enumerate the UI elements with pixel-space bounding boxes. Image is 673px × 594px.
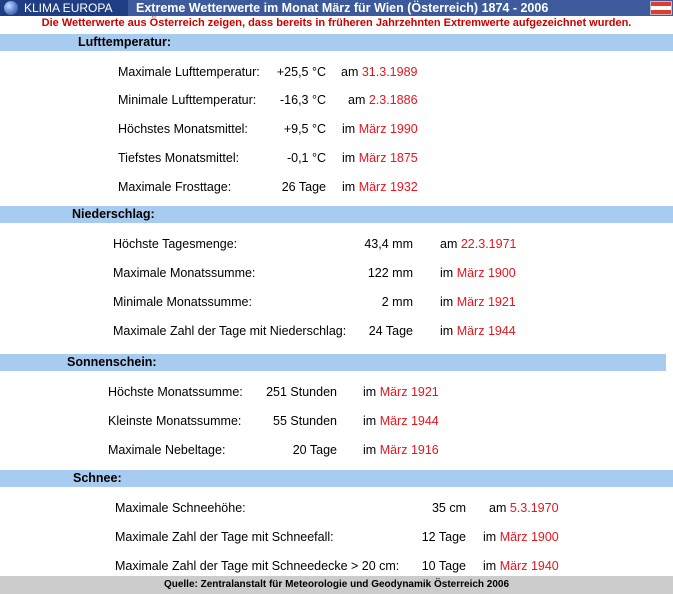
row-value: 43,4 mm — [364, 237, 413, 251]
row-label: Minimale Lufttemperatur: — [118, 93, 257, 107]
row-value: 26 Tage — [281, 180, 326, 194]
row-label: Tiefstes Monatsmittel: — [118, 151, 240, 165]
row-label: Maximale Schneehöhe: — [115, 501, 246, 515]
row-value: 12 Tage — [421, 530, 466, 544]
row-date: am 22.3.1971 — [440, 237, 517, 251]
row-label: Maximale Monatssumme: — [113, 266, 256, 280]
page-subtitle: Die Wetterwerte aus Österreich zeigen, dass bereits in früheren Jahrzehnten Extremwerte aufgezeichnet wurden. — [41, 17, 632, 29]
row-value: -16,3 °C — [280, 93, 326, 107]
section-header-sonnenschein — [0, 354, 666, 371]
section-header-schnee — [0, 470, 673, 487]
austria-flag-icon — [650, 1, 672, 15]
section-header-lufttemperatur — [0, 34, 673, 51]
globe-icon — [4, 1, 18, 15]
section-title: Lufttemperatur: — [78, 35, 172, 49]
row-date: im März 1944 — [440, 324, 516, 338]
row-date: am 5.3.1970 — [489, 501, 559, 515]
row-label: Maximale Zahl der Tage mit Schneefall: — [115, 530, 334, 544]
logo-text: KLIMA EUROPA — [24, 1, 113, 15]
row-date: im März 1940 — [483, 559, 559, 573]
row-value: 251 Stunden — [266, 385, 337, 399]
row-label: Maximale Nebeltage: — [108, 443, 226, 457]
row-date: im März 1944 — [363, 414, 439, 428]
row-date: im März 1875 — [342, 151, 418, 165]
source-footer: Quelle: Zentralanstalt für Meteorologie und Geodynamik Österreich 2006 — [0, 576, 673, 594]
row-date: am 2.3.1886 — [348, 93, 418, 107]
row-date: im März 1900 — [483, 530, 559, 544]
section-header-niederschlag — [0, 206, 673, 223]
row-value: 55 Stunden — [273, 414, 337, 428]
section-title: Niederschlag: — [72, 207, 155, 221]
row-label: Maximale Frosttage: — [118, 180, 232, 194]
row-value: 2 mm — [381, 295, 413, 309]
row-label: Höchste Tagesmenge: — [113, 237, 238, 251]
row-label: Maximale Lufttemperatur: — [118, 65, 260, 79]
row-value: 24 Tage — [368, 324, 413, 338]
section-title: Sonnenschein: — [67, 355, 157, 369]
page-title: Extreme Wetterwerte im Monat März für Wien (Österreich) 1874 - 2006 — [136, 1, 549, 15]
row-date: im März 1921 — [440, 295, 516, 309]
logo — [0, 0, 128, 16]
row-date: im März 1932 — [342, 180, 418, 194]
row-value: -0,1 °C — [286, 151, 326, 165]
row-date: im März 1990 — [342, 122, 418, 136]
row-label: Maximale Zahl der Tage mit Niederschlag: — [113, 324, 347, 338]
row-date: im März 1921 — [363, 385, 439, 399]
row-value: 35 cm — [431, 501, 466, 515]
row-label: Höchstes Monatsmittel: — [118, 122, 248, 136]
row-label: Kleinste Monatssumme: — [108, 414, 242, 428]
header-bar — [0, 0, 673, 16]
row-value: 20 Tage — [292, 443, 337, 457]
row-label: Maximale Zahl der Tage mit Schneedecke > 20 cm: — [115, 559, 400, 573]
row-label: Minimale Monatssumme: — [113, 295, 252, 309]
row-label: Höchste Monatssumme: — [108, 385, 243, 399]
row-date: im März 1916 — [363, 443, 439, 457]
row-value: +25,5 °C — [276, 65, 326, 79]
section-title: Schnee: — [73, 471, 122, 485]
row-value: +9,5 °C — [283, 122, 326, 136]
row-value: 122 mm — [367, 266, 413, 280]
row-value: 10 Tage — [421, 559, 466, 573]
row-date: im März 1900 — [440, 266, 516, 280]
row-date: am 31.3.1989 — [341, 65, 418, 79]
